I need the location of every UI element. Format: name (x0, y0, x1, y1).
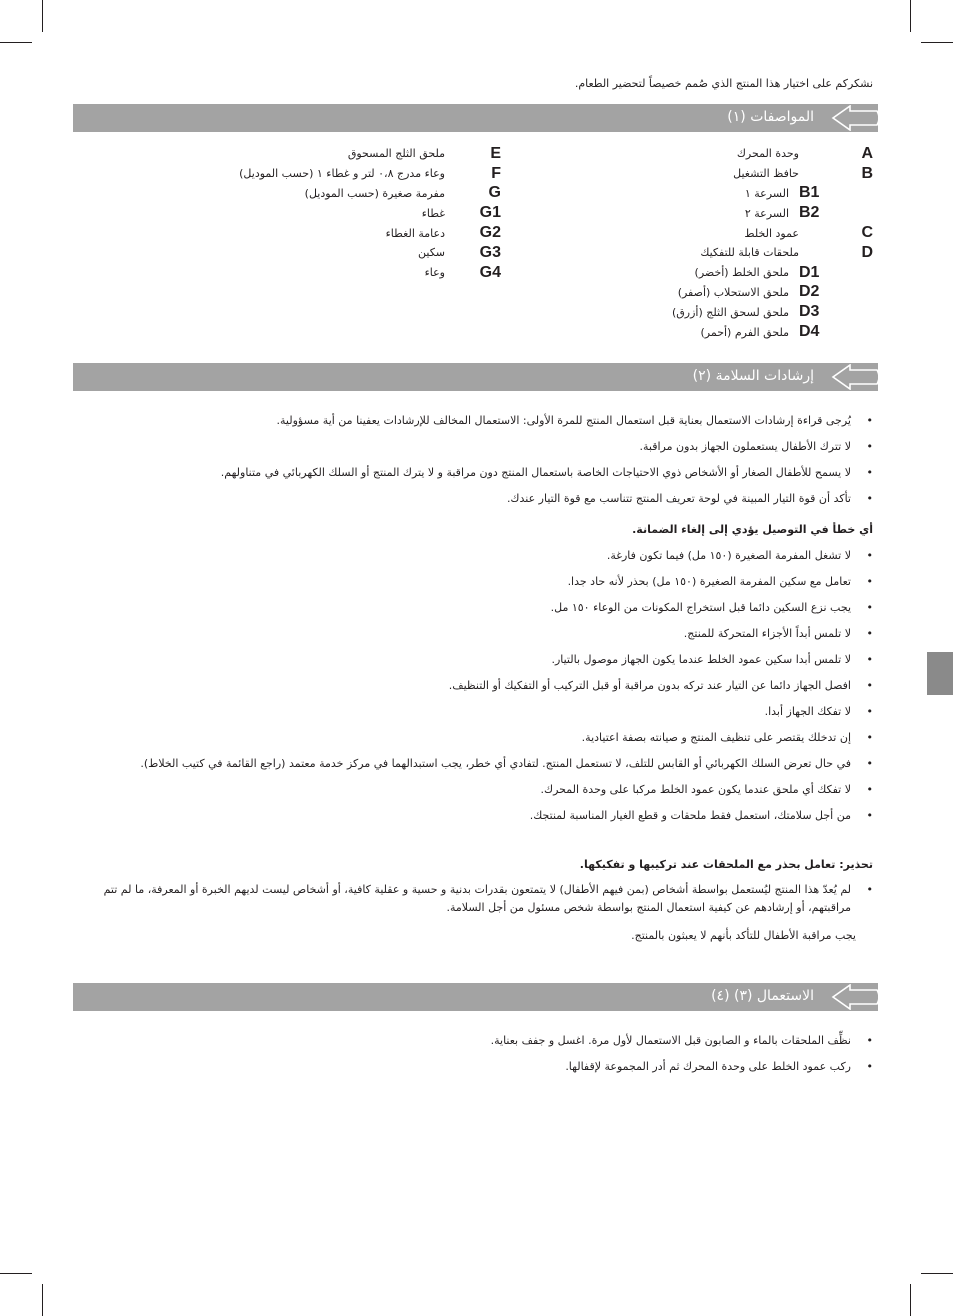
part-code: C (861, 224, 873, 242)
parts-list-right (672, 144, 873, 342)
caution-list (93, 881, 873, 917)
part-row (672, 302, 839, 322)
part-code: B (861, 164, 873, 182)
list-item (93, 703, 873, 721)
part-row (672, 243, 873, 263)
part-code: B2 (799, 204, 820, 222)
list-item (93, 412, 873, 430)
list-item-text: افصل الجهاز دائما عن التيار عند تركه بدون مراقبة أو قبل التركيب أو التفكيك أو التنظيف. (448, 679, 851, 692)
bullet-icon: • (866, 757, 873, 770)
part-label: ملحقات قابلة للتفكيك (700, 246, 799, 260)
part-code: F (491, 164, 501, 182)
part-label: دعامة الغطاء (385, 226, 445, 240)
bullet-icon: • (866, 466, 873, 479)
list-item (93, 881, 873, 917)
part-code: D4 (799, 323, 820, 341)
list-item-text: لا تترك الأطفال يستعملون الجهاز بدون مراقبة. (639, 440, 851, 453)
list-item-text: تأكد أن قوة التيار المبينة في لوحة تعريف المنتج تتناسب مع قوة التيار عندك. (506, 492, 851, 505)
list-item-text: لا يسمح للأطفال الصغار أو الأشخاص ذوي الاحتياجات الخاصة باستعمال المنتج دون مراقبة و لا يترك المنتج أو السلك الكهربائي في متناولهم. (220, 466, 851, 479)
part-label: وعاء مدرج ٠،٨ لتر و غطاء ١ (حسب الموديل) (239, 167, 445, 181)
part-label: السرعة ١ (744, 186, 789, 200)
intro-text: نشكركم على اختيار هذا المنتج الذي صُمم خصيصاً لتحضير الطعام. (574, 77, 873, 90)
part-code: G3 (479, 243, 501, 261)
part-code: G1 (479, 204, 501, 222)
part-label: السرعة ٢ (744, 206, 789, 220)
part-label: ملحق الثلج المسحوق (347, 147, 445, 161)
crop-mark (910, 1284, 911, 1316)
part-row (672, 184, 839, 204)
part-row (239, 203, 501, 223)
part-code: D (861, 243, 873, 261)
warning-list (93, 547, 873, 833)
side-tab (927, 652, 953, 695)
part-row (239, 223, 501, 243)
section-bar-usage (73, 983, 878, 1011)
bullet-icon: • (866, 679, 873, 692)
section-title: المواصفات (١) (727, 109, 814, 125)
part-label: مفرمة صغيرة (حسب الموديل) (304, 186, 445, 200)
safety-list (93, 412, 873, 516)
section-bar-parts (73, 104, 878, 132)
part-row (672, 223, 873, 243)
caution-note: يجب مراقبة الأطفال للتأكد بأنهم لا يعبثون بالمنتج. (631, 929, 856, 942)
list-item (93, 651, 873, 669)
arrow-left-icon (830, 364, 882, 390)
part-code: D1 (799, 263, 820, 281)
part-label: ملحق لسحق الثلج (أزرق) (671, 305, 789, 319)
bullet-icon: • (866, 731, 873, 744)
part-label: عمود الخلط (744, 226, 799, 240)
bullet-icon: • (866, 414, 873, 427)
list-item-text: لا تلمس أبداً الأجزاء المتحركة للمنتج. (683, 627, 851, 640)
bullet-icon: • (866, 601, 873, 614)
bullet-icon: • (866, 705, 873, 718)
usage-list (93, 1032, 873, 1084)
list-item (93, 677, 873, 695)
part-code: B1 (799, 184, 820, 202)
arrow-left-icon (830, 984, 882, 1010)
part-row (672, 322, 839, 342)
list-item (93, 573, 873, 591)
part-row (239, 243, 501, 263)
part-row (672, 144, 873, 164)
list-item (93, 547, 873, 565)
part-label: وعاء (424, 266, 445, 280)
list-item (93, 1032, 873, 1050)
bullet-icon: • (866, 440, 873, 453)
part-row (239, 263, 501, 283)
list-item (93, 729, 873, 747)
part-label: وحدة المحرك (736, 147, 799, 161)
part-code: D3 (799, 303, 820, 321)
section-title: الاستعمال (٣) (٤) (711, 988, 814, 1004)
list-item-text: من أجل سلامتك، استعمل فقط ملحقات و قطع الغيار المناسبة لمنتجك. (529, 809, 851, 822)
list-item-text: نظِّف الملحقات بالماء و الصابون قبل الاستعمال لأول مرة. اغسل و جفف بعناية. (490, 1034, 851, 1047)
part-code: G2 (479, 224, 501, 242)
part-label: ملحق الخلط (أخضر) (694, 266, 789, 280)
list-item (93, 807, 873, 825)
list-item-text: تعامل مع سكين المفرمة الصغيرة (١٥٠ مل) بحذر لأنه حاد جدا. (567, 575, 851, 588)
part-code: A (861, 144, 873, 162)
part-row (672, 164, 873, 184)
parts-list-left (239, 144, 501, 283)
bullet-icon: • (866, 627, 873, 640)
list-item (93, 490, 873, 508)
list-item-text: ركب عمود الخلط على وحدة المحرك ثم أدر المجموعة لإقفالها. (565, 1060, 851, 1073)
list-item-text: يُرجى قراءة إرشادات الاستعمال بعناية قبل استعمال المنتج للمرة الأولى: الاستعمال المخالف للإرشادات يعفينا من أية مسؤولية. (276, 414, 851, 427)
crop-mark (0, 42, 32, 43)
list-item (93, 599, 873, 617)
list-item (93, 1058, 873, 1076)
part-row (672, 283, 839, 303)
bullet-icon: • (866, 783, 873, 796)
list-item-text: لا تفكك أي ملحق عندما يكون عمود الخلط مركبا على وحدة المحرك. (540, 783, 851, 796)
list-item (93, 755, 873, 773)
part-code: D2 (799, 283, 820, 301)
list-item (93, 781, 873, 799)
list-item (93, 438, 873, 456)
crop-mark (0, 1273, 32, 1274)
list-item-text: لم يُعدّ هذا المنتج ليُستعمل بواسطة أشخاص (بمن فيهم الأطفال) لا يتمتعون بقدرات بدنية و حسية و عقلية كافية، أو أشخاص ليست لديهم الخبرة أو المعرفة، ما لم تتم مراقبتهم، أو إرشادهم عن كيفية استعمال المنتج بواسطة شخص مسئول من أجل السلامة. (103, 883, 851, 914)
list-item-text: يجب نزع السكين دائما قبل استخراج المكونات من الوعاء ١٥٠ مل. (550, 601, 851, 614)
list-item-text: لا تشغل المفرمة الصغيرة (١٥٠ مل) فيما تكون فارغة. (606, 549, 851, 562)
bullet-icon: • (866, 809, 873, 822)
bullet-icon: • (866, 653, 873, 666)
crop-mark (42, 0, 43, 32)
section-bar-safety (73, 363, 878, 391)
list-item-text: إن تدخلك يقتصر على تنظيف المنتج و صيانته بصفة اعتيادية. (581, 731, 851, 744)
part-label: غطاء (421, 206, 445, 220)
bullet-icon: • (866, 1060, 873, 1073)
part-code: E (490, 144, 501, 162)
caution-heading: تحذير: تعامل بحذر مع الملحقات عند تركيبها و تفكيكها. (579, 858, 873, 871)
part-row (672, 263, 839, 283)
list-item-text: لا تلمس أبدا سكين عمود الخلط عندما يكون الجهاز موصول بالتيار. (551, 653, 851, 666)
part-code: G4 (479, 263, 501, 281)
list-item (93, 625, 873, 643)
crop-mark (921, 42, 953, 43)
bullet-icon: • (866, 549, 873, 562)
part-label: ملحق الاستحلاب (أصفر) (677, 285, 789, 299)
list-item (93, 464, 873, 482)
part-row (239, 164, 501, 184)
part-row (239, 184, 501, 204)
part-code: G (488, 184, 501, 202)
list-item-text: في حال تعرض السلك الكهربائي أو القابس للتلف، لا تستعمل المنتج. لتفادي أي خطر، يجب استبدالهما في مركز خدمة معتمد (راجع القائمة في كتيب الخلاط). (140, 757, 851, 770)
part-label: حافظ التشغيل (733, 167, 799, 181)
bullet-icon: • (866, 575, 873, 588)
part-row (239, 144, 501, 164)
arrow-left-icon (830, 105, 882, 131)
list-item-text: لا تفكك الجهاز أبدا. (764, 705, 851, 718)
crop-mark (42, 1284, 43, 1316)
part-label: سكين (418, 246, 445, 260)
bullet-icon: • (866, 883, 873, 896)
crop-mark (910, 0, 911, 32)
bullet-icon: • (866, 492, 873, 505)
crop-mark (921, 1273, 953, 1274)
section-title: إرشادات السلامة (٢) (692, 368, 814, 384)
warning-heading: أي خطأ في التوصيل يؤدي إلى إلغاء الضمانة. (632, 523, 873, 536)
part-label: ملحق الفرم (أحمر) (700, 325, 789, 339)
part-row (672, 203, 839, 223)
bullet-icon: • (866, 1034, 873, 1047)
